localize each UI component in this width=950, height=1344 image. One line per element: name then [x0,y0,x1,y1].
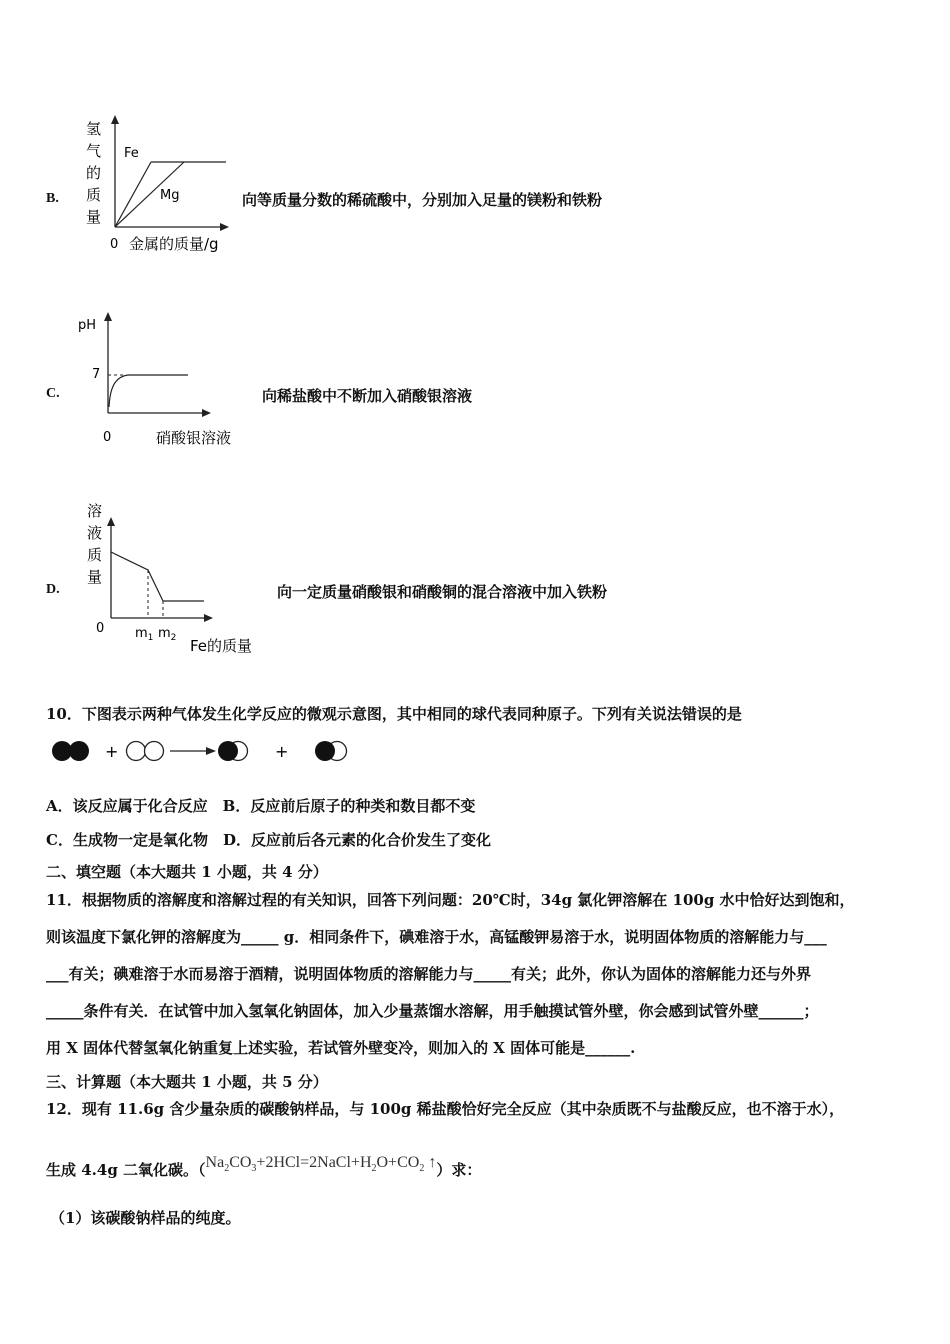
q12-sub-1: （1）该碳酸钠样品的纯度。 [50,1209,241,1227]
chart-d-origin: 0 [96,621,105,636]
chart-b-ylabel-3: 质 [86,186,102,204]
q10-options-cd: C．生成物一定是氧化物 D．反应前后各元素的化合价发生了变化 [46,831,491,849]
option-b-desc: 向等质量分数的稀硫酸中，分别加入足量的镁粉和铁粉 [242,191,603,209]
chart-d [82,498,272,660]
q11-line-2: 则该温度下氯化钾的溶解度为_____ g．相同条件下，碘难溶于水，高锰酸钾易溶于水，说明固体物质的溶解能力与___ [46,928,827,946]
chart-c-xlabel: 硝酸银溶液 [156,429,232,447]
q10-product2-black [315,741,335,761]
chart-d-x-arrow [204,614,213,622]
chart-b-origin: 0 [110,237,119,252]
chart-d-ylabel-2: 质 [87,546,103,564]
q12-line-1: 12．现有 11.6g 含少量杂质的碳酸钠样品，与 100g 稀盐酸恰好完全反应（其中杂质既不与盐酸反应，也不溶于水）， [46,1100,845,1118]
q11-line-3: ___有关；碘难溶于水而易溶于酒精，说明固体物质的溶解能力与_____有关；此外，你认为固体的溶解能力还与外界 [46,965,812,983]
chart-c-curve [109,375,188,407]
chart-c-x-arrow [202,409,211,417]
chart-b [78,112,238,257]
q10-plus-1: + [105,742,119,761]
q12-line-2 [46,1154,482,1182]
option-d-desc: 向一定质量硝酸银和硝酸铜的混合溶液中加入铁粉 [277,583,608,601]
option-c-desc: 向稀盐酸中不断加入硝酸银溶液 [262,387,473,405]
q10-atom-white-2 [145,742,164,761]
chart-b-y-arrow [111,115,119,124]
option-d-letter: D. [46,582,60,597]
chart-c-ylabel: pH [78,318,97,333]
q10-arrow-head [206,747,216,755]
q11-line-4: _____条件有关．在试管中加入氢氧化钠固体，加入少量蒸馏水溶解，用手触摸试管外壁，你会感到试管外壁______； [46,1002,819,1020]
chart-d-m2: $m_2$ [158,626,177,643]
chart-b-ylabel-0: 氢 [86,120,102,138]
chart-b-ylabel-4: 量 [86,208,102,226]
chart-c-origin: 0 [103,430,112,445]
chart-b-mg-line [115,162,151,227]
q10-plus-2: + [275,742,289,761]
chart-d-ylabel-0: 溶 [87,502,103,520]
chart-b-ylabel-2: 的 [86,164,102,182]
chart-b-x-arrow [220,223,229,231]
q10-reaction-diagram [46,734,366,770]
chart-b-xlabel: 金属的质量/g [129,235,219,253]
chart-d-xlabel: Fe的质量 [190,637,253,655]
q11-line-5: 用 X 固体代替氢氧化钠重复上述实验，若试管外壁变冷，则加入的 X 固体可能是______. [46,1039,636,1057]
chart-d-y-arrow [107,517,115,526]
chart-c-tick-7: 7 [92,367,101,382]
q12-line-2-post: ）求： [436,1161,482,1179]
chart-d-curve [111,552,204,601]
q12-equation: $Na_2CO_3+2HCl=2NaCl+H_2O+CO_2$ ↑ [205,1154,437,1175]
chart-d-ylabel-3: 量 [87,568,103,586]
q10-options-ab: A．该反应属于化合反应 B．反应前后原子的种类和数目都不变 [46,797,476,815]
chart-c [72,305,252,450]
q12-line-2-pre: 生成 4.4g 二氧化碳。（ [46,1161,206,1179]
q10-stem: 10．下图表示两种气体发生化学反应的微观示意图，其中相同的球代表同种原子。下列有关说法错误的是 [46,705,742,723]
chart-c-y-arrow [104,312,112,321]
section2-heading: 二、填空题（本大题共 1 小题，共 4 分） [46,863,328,881]
section3-heading: 三、计算题（本大题共 1 小题，共 5 分） [46,1073,328,1091]
q11-line-1: 11．根据物质的溶解度和溶解过程的有关知识，回答下列问题：20℃时，34g 氯化钾溶解在 100g 水中恰好达到饱和， [46,891,855,909]
option-c-letter: C. [46,386,60,401]
chart-b-ylabel-1: 气 [86,142,102,160]
q10-product1-black [218,741,238,761]
chart-d-ylabel-1: 液 [87,524,103,542]
chart-b-mg-label: Mg [160,188,180,203]
q10-atom-black-2 [69,741,89,761]
option-b-letter: B. [46,191,59,206]
chart-b-fe-label: Fe [124,146,139,161]
chart-d-m1: $m_1$ [135,626,154,643]
q10-atom-white-1 [127,742,146,761]
